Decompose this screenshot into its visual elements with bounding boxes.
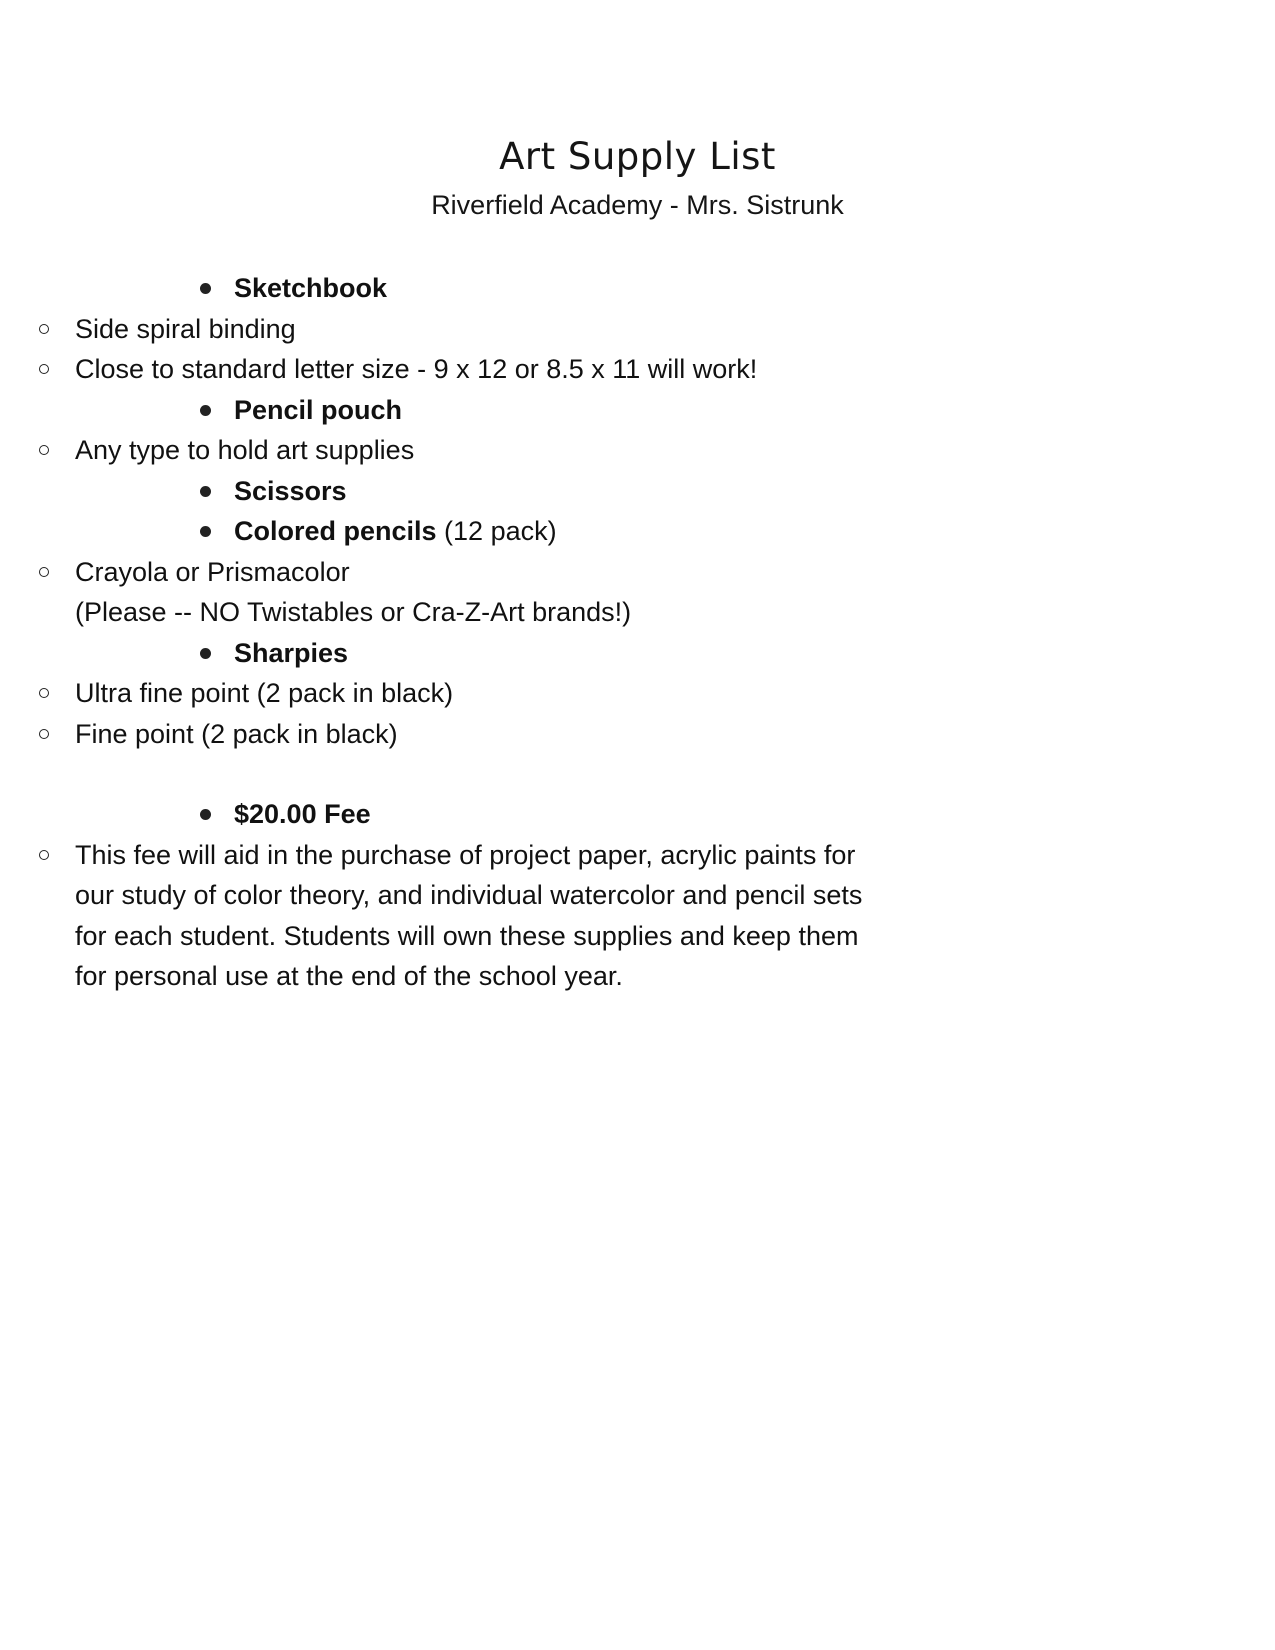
item-label: $20.00 Fee <box>234 799 371 829</box>
list-item-fee <box>234 794 1275 835</box>
item-label: Pencil pouch <box>234 394 403 425</box>
sub-item-text-continued: (Please -- NO Twistables or Cra-Z-Art brands!) <box>75 597 632 627</box>
sub-item <box>75 430 895 471</box>
sub-item <box>75 552 895 633</box>
bullet-icon <box>200 283 211 294</box>
list-item-scissors <box>234 471 1275 512</box>
circle-bullet-icon <box>39 364 49 374</box>
sub-item-text: Any type to hold art supplies <box>75 435 415 465</box>
sub-item <box>75 714 895 755</box>
sub-item-text: Fine point (2 pack in black) <box>75 718 398 749</box>
list-item-colored-pencils <box>234 511 1275 552</box>
circle-bullet-icon <box>39 567 49 577</box>
sub-item <box>75 309 895 350</box>
document-subtitle: Riverfield Academy - Mrs. Sistrunk <box>431 190 844 220</box>
sub-item-text: Ultra fine point (2 pack in black) <box>75 678 454 708</box>
sub-item <box>75 349 895 390</box>
item-label: Scissors <box>234 475 347 506</box>
bullet-icon <box>200 526 211 537</box>
fee-description: This fee will aid in the purchase of project paper, acrylic paints for our study of color theory, and individual watercolor and pencil sets for each student. Students will own these supplies and keep them for personal use at the end of the school year. <box>75 839 863 991</box>
bullet-icon <box>200 648 211 659</box>
circle-bullet-icon <box>39 688 49 698</box>
sub-item-text: Side spiral binding <box>75 313 296 344</box>
circle-bullet-icon <box>39 324 49 334</box>
list-item-pencil-pouch <box>234 390 1275 431</box>
sub-item-text: Close to standard letter size - 9 x 12 or 8.5 x 11 will work! <box>75 354 758 384</box>
list-item-sharpies <box>234 633 1275 674</box>
item-label: Sketchbook <box>234 273 388 303</box>
bullet-icon <box>200 809 211 820</box>
circle-bullet-icon <box>39 729 49 739</box>
circle-bullet-icon <box>39 850 49 860</box>
spacer <box>0 754 1275 794</box>
sub-item <box>75 673 895 714</box>
sub-item <box>75 835 895 997</box>
item-label: Colored pencils <box>234 516 437 546</box>
document-title: Art Supply List <box>499 135 776 178</box>
item-label: Sharpies <box>234 637 349 668</box>
supply-list <box>0 268 1275 997</box>
bullet-icon <box>200 486 211 497</box>
bullet-icon <box>200 405 211 416</box>
circle-bullet-icon <box>39 445 49 455</box>
item-note: (12 pack) <box>436 516 557 546</box>
list-item-sketchbook <box>234 268 1275 309</box>
sub-item-text: Crayola or Prismacolor <box>75 556 350 587</box>
